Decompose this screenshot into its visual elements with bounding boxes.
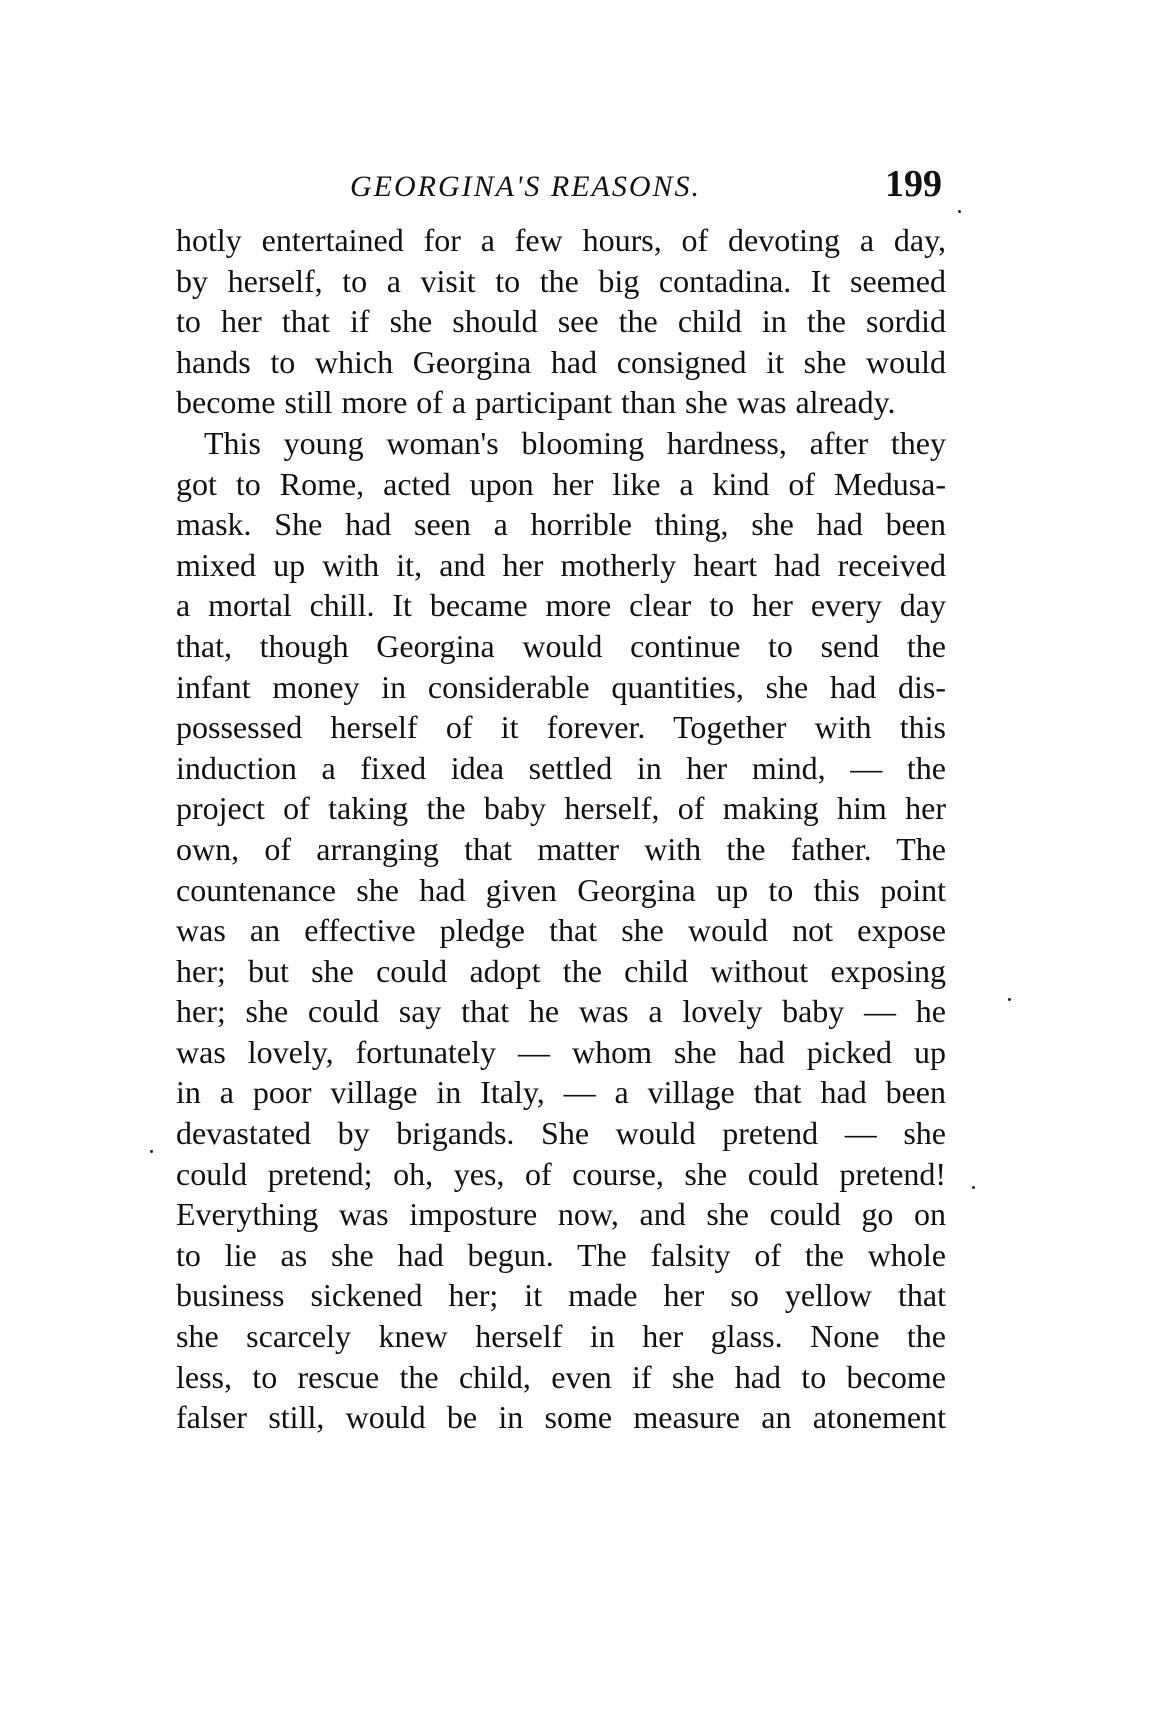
text-line: to her that if she should see the child in the sordid (176, 303, 946, 340)
print-speck (150, 1150, 153, 1153)
print-speck (972, 1186, 975, 1189)
text-line: devastated by brigands. She would pretend — she (176, 1115, 946, 1152)
text-line: mixed up with it, and her motherly heart had received (176, 546, 946, 583)
print-speck (1008, 998, 1011, 1001)
running-head-title: GEORGINA'S REASONS. (350, 170, 702, 203)
text-line: that, though Georgina would continue to send the (176, 627, 946, 664)
text-line: project of taking the baby herself, of making him her (176, 790, 946, 827)
text-line: to lie as she had begun. The falsity of the whole (176, 1236, 946, 1273)
text-line: by herself, to a visit to the big contadina. It seemed (176, 262, 946, 299)
text-line: a mortal chill. It became more clear to her every day (176, 587, 946, 624)
text-line: induction a fixed idea settled in her mind, — the (176, 749, 946, 786)
text-line: was lovely, fortunately — whom she had picked up (176, 1033, 946, 1070)
text-line: in a poor village in Italy, — a village that had been (176, 1074, 946, 1111)
text-line: possessed herself of it forever. Together with this (176, 709, 946, 746)
text-line: got to Rome, acted upon her like a kind of Medusa- (176, 465, 946, 502)
paragraph-1 (176, 220, 946, 423)
running-head (176, 160, 946, 220)
page-number: 199 (885, 163, 942, 205)
text-line: was an effective pledge that she would not expose (176, 912, 946, 949)
text-line: hotly entertained for a few hours, of devoting a day, (176, 222, 946, 258)
book-page (176, 160, 946, 1438)
text-line: falser still, would be in some measure an atonement (176, 1399, 946, 1436)
text-line: she scarcely knew herself in her glass. None the (176, 1318, 946, 1355)
text-line: business sickened her; it made her so yellow that (176, 1277, 946, 1314)
text-line: hands to which Georgina had consigned it she would (176, 343, 946, 380)
text-line: her; but she could adopt the child without exposing (176, 952, 946, 989)
text-line: own, of arranging that matter with the father. The (176, 830, 946, 867)
body-text (176, 220, 946, 1438)
print-speck (958, 210, 961, 213)
text-line: could pretend; oh, yes, of course, she could pretend! (176, 1155, 946, 1192)
text-line: countenance she had given Georgina up to this point (176, 871, 946, 908)
text-line: Everything was imposture now, and she could go on (176, 1196, 946, 1233)
text-line: less, to rescue the child, even if she had to become (176, 1358, 946, 1395)
text-line: This young woman's blooming hardness, after they (204, 424, 946, 461)
text-line: mask. She had seen a horrible thing, she had been (176, 506, 946, 543)
text-line: her; she could say that he was a lovely baby — he (176, 993, 946, 1030)
text-line: become still more of a participant than she was already. (176, 384, 896, 421)
text-line: infant money in considerable quantities, she had dis- (176, 668, 946, 705)
paragraph-2 (176, 423, 946, 1438)
